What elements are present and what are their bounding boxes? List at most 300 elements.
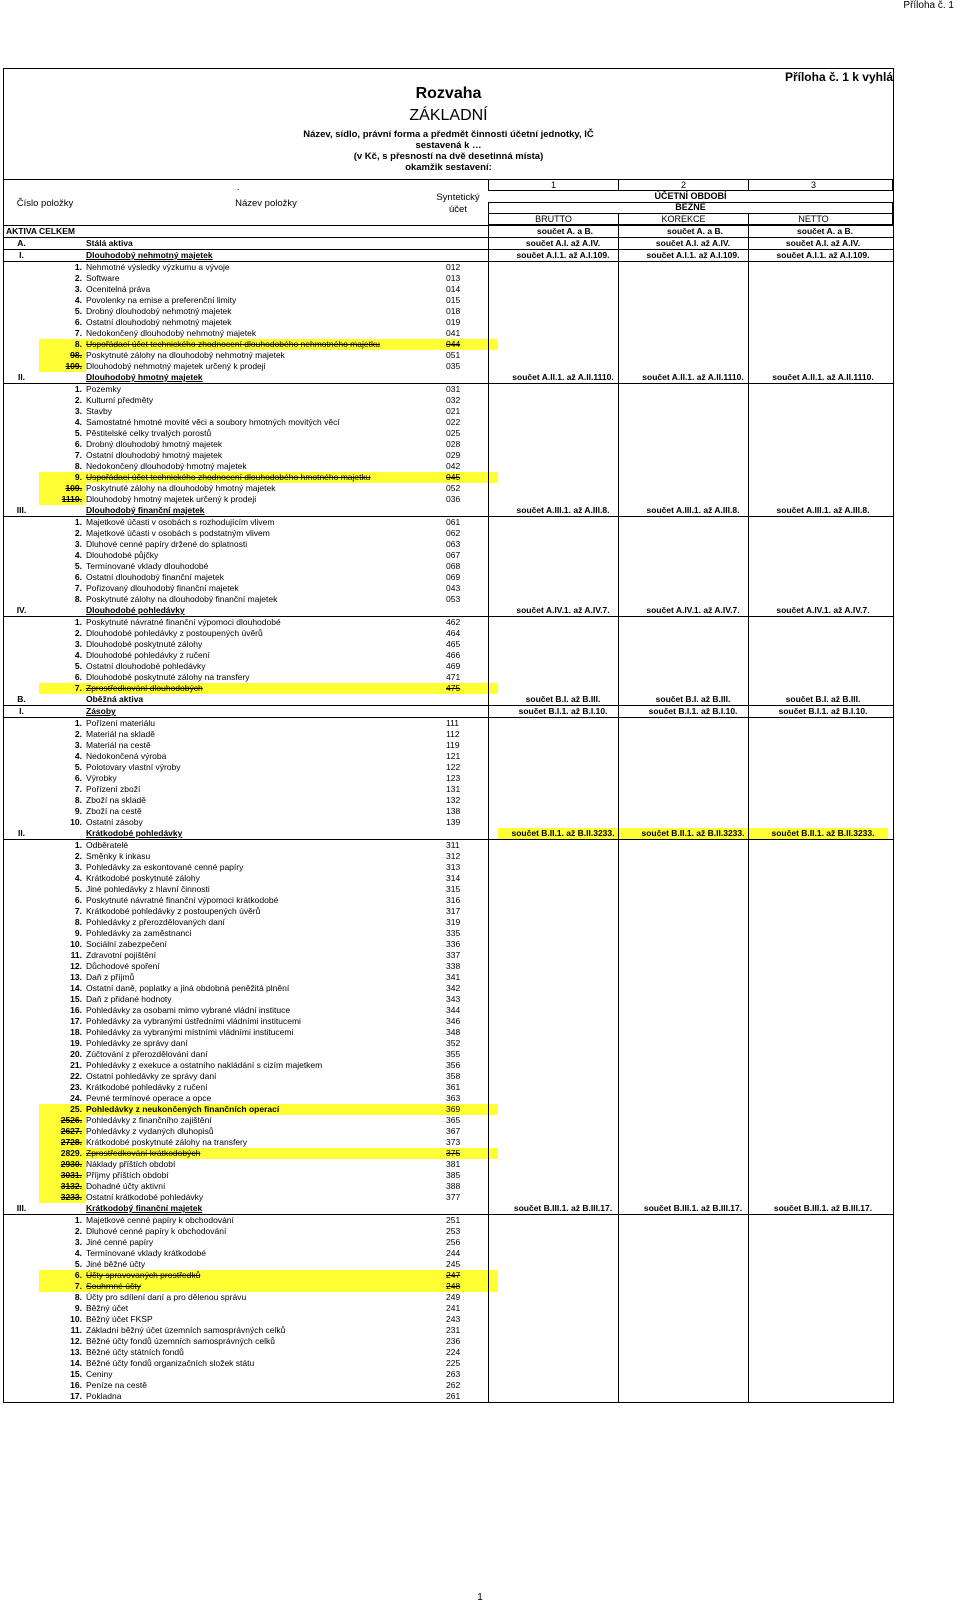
row-group-code bbox=[4, 583, 39, 594]
row-name-text: Nedokončená výroba bbox=[86, 751, 167, 761]
row-sum-formula: součet A.II.1. až A.II.1110. bbox=[772, 372, 874, 382]
row-name-text: Drobný dlouhodobý hmotný majetek bbox=[86, 439, 223, 449]
row-item-number: 3031. bbox=[39, 1170, 86, 1181]
row-synthetic-account: 475 bbox=[446, 683, 498, 694]
row-sum-formula: součet A.III.1. až A.III.8. bbox=[776, 505, 870, 515]
row-name bbox=[86, 1303, 446, 1314]
row-item-number: 2. bbox=[74, 395, 82, 405]
row-item-number: 21. bbox=[70, 1060, 82, 1070]
row-group-code bbox=[4, 906, 39, 917]
row-synthetic-account: 041 bbox=[446, 328, 461, 338]
row-item-number: 4. bbox=[74, 417, 82, 427]
column-divider bbox=[618, 226, 619, 1403]
row-group-code bbox=[4, 1215, 39, 1226]
table-row bbox=[4, 1159, 893, 1170]
row-synthetic-account: 263 bbox=[446, 1369, 461, 1379]
row-synthetic-account: 022 bbox=[446, 417, 461, 427]
row-group-code bbox=[4, 1159, 39, 1170]
row-name-text: Důchodové spoření bbox=[86, 961, 160, 971]
row-item-number: 17. bbox=[70, 1391, 82, 1401]
row-name-text: Majetkové cenné papíry k obchodování bbox=[86, 1215, 234, 1225]
row-item-number: 7. bbox=[74, 906, 82, 916]
row-synthetic-account: 256 bbox=[446, 1237, 461, 1247]
row-sum-formula: součet A. a B. bbox=[797, 226, 853, 236]
row-synthetic-account: 315 bbox=[446, 884, 461, 894]
row-item-number: 13. bbox=[70, 1347, 82, 1357]
row-name bbox=[86, 751, 446, 762]
row-name bbox=[86, 895, 446, 906]
row-synthetic-account: 139 bbox=[446, 817, 461, 827]
table-row bbox=[4, 572, 893, 583]
report-title: Rozvaha bbox=[415, 85, 482, 102]
row-item-number: 4. bbox=[74, 295, 82, 305]
row-group-code bbox=[4, 1192, 39, 1203]
row-group-code bbox=[4, 561, 39, 572]
row-item-number: 1. bbox=[74, 262, 82, 272]
row-sum-formula: součet B.III.1. až B.III.17. bbox=[643, 1203, 743, 1213]
row-item-number: 20. bbox=[70, 1049, 82, 1059]
table-row bbox=[4, 795, 893, 806]
row-synthetic-account: 312 bbox=[446, 851, 461, 861]
row-synthetic-account: 045 bbox=[446, 472, 498, 483]
row-name bbox=[86, 1391, 446, 1402]
row-synthetic-account: 311 bbox=[446, 840, 460, 850]
table-row bbox=[4, 417, 893, 428]
row-item-number: 1. bbox=[74, 384, 82, 394]
row-item-number: 9. bbox=[39, 472, 86, 483]
row-item-number: 6. bbox=[74, 572, 82, 582]
row-synthetic-account bbox=[446, 706, 498, 717]
row-name bbox=[86, 306, 446, 317]
row-group-code bbox=[4, 1126, 39, 1137]
row-item-number: 4. bbox=[74, 1248, 82, 1258]
row-group-code bbox=[4, 439, 39, 450]
row-synthetic-account: 317 bbox=[446, 906, 461, 916]
row-item-number: 2. bbox=[74, 729, 82, 739]
row-name bbox=[86, 1347, 446, 1358]
row-item-number: 16. bbox=[70, 1005, 82, 1015]
row-name bbox=[86, 1237, 446, 1248]
row-sum-formula: součet A.I. až A.IV. bbox=[655, 238, 731, 248]
row-name bbox=[86, 961, 446, 972]
row-name-text: Majetkové účasti v osobách s podstatným vlivem bbox=[86, 528, 270, 538]
row-name-text: Dohadné účty aktivní bbox=[86, 1181, 166, 1191]
row-item-number: 3132. bbox=[39, 1181, 86, 1192]
row-sum-formula: součet B.III.1. až B.III.17. bbox=[513, 1203, 613, 1213]
table-row bbox=[4, 1391, 893, 1403]
row-name-text: Polotovary vlastní výroby bbox=[86, 762, 181, 772]
col-synteticky-ucet: Syntetický účet bbox=[436, 192, 480, 215]
row-name-text: Daň z příjmů bbox=[86, 972, 135, 982]
row-name-text: Termínované vklady krátkodobé bbox=[86, 1248, 207, 1258]
row-item-number: 15. bbox=[70, 994, 82, 1004]
row-synthetic-account: 319 bbox=[446, 917, 461, 927]
row-item-number: 6. bbox=[74, 895, 82, 905]
row-item-number: 3. bbox=[74, 1237, 82, 1247]
row-synthetic-account: 042 bbox=[446, 461, 461, 471]
row-group-code bbox=[4, 1071, 39, 1082]
row-name-text: Dlouhodobý hmotný majetek bbox=[86, 372, 203, 382]
row-item-number: 8. bbox=[74, 917, 82, 927]
row-name bbox=[86, 384, 446, 395]
col-number-3: 3 bbox=[810, 180, 816, 190]
row-sum-formula: součet A. a B. bbox=[537, 226, 593, 236]
section-row bbox=[4, 226, 893, 238]
row-name bbox=[86, 1148, 446, 1159]
row-group-code bbox=[4, 873, 39, 884]
table-row bbox=[4, 1226, 893, 1237]
row-name-text: Krátkodobé poskytnuté zálohy na transfery bbox=[86, 1137, 248, 1147]
row-synthetic-account: 358 bbox=[446, 1071, 461, 1081]
row-name-text: Pohledávky za osobami mimo vybrané vládní instituce bbox=[86, 1005, 291, 1015]
row-name-text: Kulturní předměty bbox=[86, 395, 154, 405]
row-sum-formula: součet A.II.1. až A.II.1110. bbox=[642, 372, 744, 382]
table-row bbox=[4, 773, 893, 784]
row-synthetic-account: 466 bbox=[446, 650, 461, 660]
row-sum-formula: součet A.III.1. až A.III.8. bbox=[646, 505, 740, 515]
row-item-number: 5. bbox=[74, 884, 82, 894]
row-synthetic-account: 067 bbox=[446, 550, 461, 560]
row-name-text: Ostatní daně, poplatky a jiná obdobná peněžitá plnění bbox=[86, 983, 290, 993]
table-row bbox=[4, 1049, 893, 1060]
row-name-text: Pořízení zboží bbox=[86, 784, 141, 794]
section-row bbox=[4, 694, 893, 706]
row-item-number: 9. bbox=[74, 1303, 82, 1313]
row-name bbox=[86, 939, 446, 950]
col-ucetni-obdobi: ÚČETNÍ OBDOBÍ bbox=[654, 191, 727, 201]
row-name-text: Krátkodobé pohledávky bbox=[86, 828, 183, 838]
table-row bbox=[4, 594, 893, 605]
column-divider bbox=[748, 226, 749, 1403]
row-group-code: IV. bbox=[16, 605, 27, 615]
table-row bbox=[4, 483, 893, 494]
row-item-number: 4. bbox=[74, 650, 82, 660]
row-item-number: 25. bbox=[39, 1104, 86, 1115]
row-item-number: 2526. bbox=[39, 1115, 86, 1126]
row-name bbox=[86, 694, 446, 705]
col-korekce: KOREKCE bbox=[661, 214, 706, 224]
row-name bbox=[86, 594, 446, 605]
table-row bbox=[4, 895, 893, 906]
row-group-code bbox=[4, 650, 39, 661]
row-item-number: 3. bbox=[74, 862, 82, 872]
row-name-text: Příjmy příštích období bbox=[86, 1170, 169, 1180]
row-item-number: 19. bbox=[70, 1038, 82, 1048]
row-name-text: Dlouhodobé poskytnuté zálohy na transfery bbox=[86, 672, 250, 682]
row-synthetic-account: 253 bbox=[446, 1226, 461, 1236]
annex-label: Příloha č. 1 k vyhlá bbox=[784, 70, 893, 84]
row-group-code bbox=[4, 594, 39, 605]
report-info-lines bbox=[4, 129, 893, 173]
row-name bbox=[86, 1336, 446, 1347]
row-sum-formula: součet A.I.1. až A.I.109. bbox=[646, 250, 740, 260]
table-row bbox=[4, 328, 893, 339]
row-group-code bbox=[4, 1181, 39, 1192]
row-name bbox=[86, 328, 446, 339]
row-name bbox=[86, 1358, 446, 1369]
table-row bbox=[4, 928, 893, 939]
table-row bbox=[4, 1170, 893, 1181]
row-group-code bbox=[4, 1292, 39, 1303]
table-row bbox=[4, 661, 893, 672]
row-item-number: 7. bbox=[74, 450, 82, 460]
col-number-2: 2 bbox=[680, 180, 686, 190]
row-item-number: 10. bbox=[70, 939, 82, 949]
row-item-number: 4. bbox=[74, 550, 82, 560]
row-synthetic-account: 385 bbox=[446, 1170, 461, 1180]
row-name bbox=[86, 472, 446, 483]
row-name bbox=[86, 517, 446, 528]
row-item-number bbox=[39, 828, 86, 839]
table-row bbox=[4, 884, 893, 895]
info-line: sestavená k … bbox=[415, 140, 482, 151]
row-name-text: Pohledávky za vybranými místními vládními institucemi bbox=[86, 1027, 294, 1037]
row-name bbox=[86, 1071, 446, 1082]
row-synthetic-account: 377 bbox=[446, 1192, 461, 1202]
section-row bbox=[4, 238, 893, 250]
table-row bbox=[4, 1093, 893, 1104]
row-group-code bbox=[4, 639, 39, 650]
row-item-number: 9. bbox=[74, 928, 82, 938]
table-row bbox=[4, 1148, 893, 1159]
row-name-text: Samostatné hmotné movité věci a soubory hmotných movitých věcí bbox=[86, 417, 340, 427]
row-synthetic-account: 388 bbox=[446, 1181, 461, 1191]
row-item-number bbox=[39, 250, 86, 261]
row-name-text: Zboží na cestě bbox=[86, 806, 142, 816]
row-name bbox=[86, 1281, 446, 1292]
row-name-text: Krátkodobé pohledávky z ručení bbox=[86, 1082, 208, 1092]
row-group-code bbox=[4, 517, 39, 528]
row-group-code bbox=[4, 740, 39, 751]
row-sum-formula: součet A.II.1. až A.II.1110. bbox=[512, 372, 614, 382]
table-row bbox=[4, 851, 893, 862]
row-name bbox=[86, 1248, 446, 1259]
table-row bbox=[4, 639, 893, 650]
row-name bbox=[86, 1126, 446, 1137]
row-name bbox=[86, 1314, 446, 1325]
column-header bbox=[4, 180, 893, 226]
table-row bbox=[4, 306, 893, 317]
table-row bbox=[4, 1071, 893, 1082]
table-row bbox=[4, 317, 893, 328]
row-group-code bbox=[4, 428, 39, 439]
row-name-text: Pohledávky z finančního zajištění bbox=[86, 1115, 212, 1125]
row-group-code bbox=[4, 1038, 39, 1049]
row-synthetic-account: 029 bbox=[446, 450, 461, 460]
row-item-number: 1. bbox=[74, 840, 82, 850]
info-line: okamžik sestavení: bbox=[405, 162, 492, 173]
row-item-number: 3. bbox=[74, 639, 82, 649]
row-group-code bbox=[4, 617, 39, 628]
row-item-number: 12. bbox=[70, 961, 82, 971]
row-name bbox=[86, 851, 446, 862]
row-item-number: 1110. bbox=[39, 494, 86, 505]
table-row bbox=[4, 406, 893, 417]
row-group-code bbox=[4, 350, 39, 361]
row-name bbox=[86, 1159, 446, 1170]
row-group-code bbox=[4, 1336, 39, 1347]
row-group-code bbox=[4, 1248, 39, 1259]
row-name bbox=[86, 450, 446, 461]
row-synthetic-account: 365 bbox=[446, 1115, 461, 1125]
table-row bbox=[4, 729, 893, 740]
row-item-number: 6. bbox=[74, 773, 82, 783]
row-item-number: 11. bbox=[70, 950, 82, 960]
row-name bbox=[86, 361, 446, 372]
row-name bbox=[86, 683, 446, 694]
row-group-code bbox=[4, 572, 39, 583]
row-name bbox=[86, 639, 446, 650]
table-row bbox=[4, 561, 893, 572]
row-item-number: 2. bbox=[74, 628, 82, 638]
row-name-text: Směnky k inkasu bbox=[86, 851, 151, 861]
report-subtitle: ZÁKLADNÍ bbox=[409, 107, 488, 124]
row-name-text: Dlouhodobé pohledávky z postoupených úvěrů bbox=[86, 628, 263, 638]
row-group-code bbox=[4, 817, 39, 828]
row-synthetic-account: 111 bbox=[446, 718, 459, 728]
row-group-code bbox=[4, 1104, 39, 1115]
row-item-number: 14. bbox=[70, 1358, 82, 1368]
row-name-text: Dlouhodobé pohledávky bbox=[86, 605, 185, 615]
row-synthetic-account: 138 bbox=[446, 806, 461, 816]
section-row bbox=[4, 505, 893, 517]
row-group-code bbox=[4, 1325, 39, 1336]
row-name-text: Pohledávky za vybranými ústředními vládními institucemi bbox=[86, 1016, 301, 1026]
table-row bbox=[4, 762, 893, 773]
table-row bbox=[4, 672, 893, 683]
row-name bbox=[86, 1226, 446, 1237]
row-name bbox=[86, 406, 446, 417]
row-name-text: Dluhové cenné papíry držené do splatnosti bbox=[86, 539, 248, 549]
row-group-code bbox=[4, 284, 39, 295]
col-cislo-polozky: Číslo položky bbox=[16, 198, 74, 209]
row-name-text: Krátkodobý finanční majetek bbox=[86, 1203, 203, 1213]
row-item-number: 2. bbox=[74, 273, 82, 283]
row-group-code bbox=[4, 295, 39, 306]
row-item-number: 3. bbox=[74, 406, 82, 416]
row-name bbox=[86, 906, 446, 917]
row-name-text: Náklady příštích období bbox=[86, 1159, 176, 1169]
row-synthetic-account bbox=[446, 694, 498, 705]
row-name-text: Pohledávky z vydaných dluhopisů bbox=[86, 1126, 214, 1136]
table-row bbox=[4, 1259, 893, 1270]
col-bezne: BĚŽNÉ bbox=[675, 202, 706, 212]
row-name bbox=[86, 439, 446, 450]
row-item-number bbox=[39, 694, 86, 705]
table-row bbox=[4, 1215, 893, 1226]
row-name-text: Ostatní dlouhodobé pohledávky bbox=[86, 661, 206, 671]
row-name bbox=[86, 1137, 446, 1148]
row-name-text: Pořizovaný dlouhodobý finanční majetek bbox=[86, 583, 239, 593]
row-name bbox=[86, 505, 446, 516]
row-name-text: Výrobky bbox=[86, 773, 117, 783]
row-name bbox=[86, 494, 446, 505]
row-name bbox=[86, 1093, 446, 1104]
row-group-code bbox=[4, 661, 39, 672]
row-name bbox=[86, 561, 446, 572]
row-item-number: 2. bbox=[74, 528, 82, 538]
row-name-text: Zboží na skladě bbox=[86, 795, 147, 805]
row-name bbox=[86, 605, 446, 616]
col-netto: NETTO bbox=[798, 214, 829, 224]
row-group-code bbox=[4, 1137, 39, 1148]
row-synthetic-account: 245 bbox=[446, 1259, 461, 1269]
row-name bbox=[86, 262, 446, 273]
row-name-text: Dlouhodobý hmotný majetek určený k prodeji bbox=[86, 494, 257, 504]
row-group-code: III. bbox=[16, 505, 27, 515]
row-name-text: Ocenitelná práva bbox=[86, 284, 151, 294]
table-row bbox=[4, 862, 893, 873]
row-name-text: Pohledávky za zaměstnanci bbox=[86, 928, 192, 938]
row-name-text: Jiné pohledávky z hlavní činnosti bbox=[86, 884, 210, 894]
row-name-text: Dlouhodobý nehmotný majetek určený k prodeji bbox=[86, 361, 266, 371]
row-synthetic-account bbox=[446, 605, 498, 616]
section-row bbox=[4, 372, 893, 384]
row-group-code bbox=[4, 306, 39, 317]
table-row bbox=[4, 983, 893, 994]
row-name-text: Povolenky na emise a preferenční limity bbox=[86, 295, 237, 305]
row-item-number: 9. bbox=[74, 806, 82, 816]
row-group-code bbox=[4, 328, 39, 339]
row-group-code bbox=[4, 1270, 39, 1281]
row-name-text: Souhrnné účty bbox=[86, 1281, 446, 1292]
row-item-number: 7. bbox=[39, 1281, 86, 1292]
row-sum-formula: součet A.I.1. až A.I.109. bbox=[516, 250, 610, 260]
row-name bbox=[86, 539, 446, 550]
table-row bbox=[4, 517, 893, 528]
row-group-code: B. bbox=[17, 694, 26, 704]
row-item-number: 12. bbox=[70, 1336, 82, 1346]
table-row bbox=[4, 1336, 893, 1347]
row-name-text: Stálá aktiva bbox=[86, 238, 133, 248]
row-synthetic-account: 352 bbox=[446, 1038, 461, 1048]
row-item-number: 1. bbox=[74, 617, 82, 627]
row-name bbox=[86, 395, 446, 406]
table-row bbox=[4, 1358, 893, 1369]
row-group-code bbox=[4, 1259, 39, 1270]
row-group-code bbox=[4, 1060, 39, 1071]
row-group-code bbox=[4, 1016, 39, 1027]
section-row bbox=[4, 1203, 893, 1215]
row-name-text: Pohledávky za eskontované cenné papíry bbox=[86, 862, 244, 872]
row-group-code bbox=[4, 550, 39, 561]
row-item-number: 4. bbox=[74, 873, 82, 883]
table-row bbox=[4, 751, 893, 762]
row-group-code bbox=[4, 806, 39, 817]
row-synthetic-account: 469 bbox=[446, 661, 461, 671]
table-row bbox=[4, 539, 893, 550]
row-group-code bbox=[4, 317, 39, 328]
row-synthetic-account: 063 bbox=[446, 539, 461, 549]
table-row bbox=[4, 361, 893, 372]
row-group-code: A. bbox=[17, 238, 26, 248]
table-row bbox=[4, 1126, 893, 1137]
row-name bbox=[86, 795, 446, 806]
row-group-code bbox=[4, 1082, 39, 1093]
row-name-text: Jiné cenné papíry bbox=[86, 1237, 154, 1247]
row-synthetic-account: 361 bbox=[446, 1082, 461, 1092]
row-name-text: Dlouhodobý finanční majetek bbox=[86, 505, 205, 515]
row-name bbox=[86, 572, 446, 583]
table-row bbox=[4, 339, 893, 350]
row-group-code bbox=[4, 628, 39, 639]
row-name-text: Zprostředkování krátkodobých bbox=[86, 1148, 446, 1159]
row-item-number: 24. bbox=[70, 1093, 82, 1103]
row-group-code bbox=[4, 972, 39, 983]
table-row bbox=[4, 1082, 893, 1093]
row-group-code bbox=[4, 795, 39, 806]
row-name bbox=[86, 994, 446, 1005]
